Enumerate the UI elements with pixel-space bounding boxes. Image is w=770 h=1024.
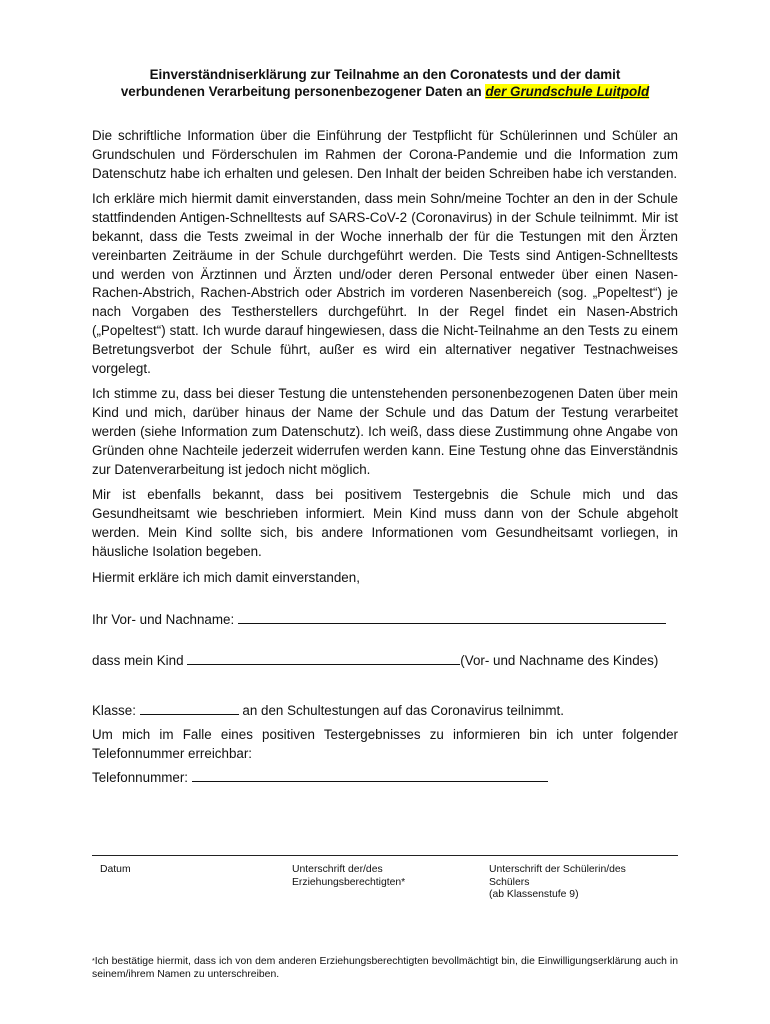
- child-name-input-line[interactable]: [187, 651, 460, 665]
- phone-field-row: [92, 768, 548, 787]
- date-label: Datum: [100, 864, 131, 875]
- phone-input-line[interactable]: [192, 768, 548, 782]
- paragraph-positive-result: Mir ist ebenfalls bekannt, dass bei positivem Testergebnis die Schule mich und das Gesundheitsamt wie beschrieben informiert. Mein Kind muss dann von der Schule abgeholt werden. Mein Kind sollte sich, bis andere Informationen vom Gesundheitsamt vorliegen, in häusliche Isolation begeben.: [92, 487, 678, 559]
- signature-date-caption: [100, 864, 131, 877]
- parent-name-field-row: [92, 610, 666, 629]
- footnote: [92, 955, 678, 981]
- parent-name-label: Ihr Vor- und Nachname:: [92, 612, 235, 627]
- footnote-text: Ich bestätige hiermit, dass ich von dem anderen Erziehungsberechtigten bevollmächtigt bin, die Einwilligungserklärung auch in seinem/ihrem Namen zu unterschreiben.: [92, 956, 678, 980]
- footnote-marker: *: [92, 958, 95, 965]
- class-field-row: [92, 701, 564, 720]
- child-name-hint: (Vor- und Nachname des Kindes): [460, 653, 659, 668]
- consent-body: [92, 127, 678, 594]
- signature-line[interactable]: [92, 855, 678, 856]
- student-label-line-2: Schülers: [489, 876, 530, 888]
- class-input-line[interactable]: [140, 701, 239, 715]
- child-name-label: dass mein Kind: [92, 653, 184, 668]
- child-name-field-row: [92, 651, 658, 670]
- paragraph-information-received: Die schriftliche Information über die Einführung der Testpflicht für Schülerinnen und Schüler an Grundschulen und Förderschulen im Rahmen der Corona-Pandemie und die Information zum Datenschutz habe ich erhalten und gelesen. Den Inhalt der beiden Schreiben habe ich verstanden.: [92, 128, 678, 181]
- student-label-line-3: (ab Klassenstufe 9): [489, 889, 579, 900]
- guardian-label-line-2: Erziehungsberechtigten*: [292, 876, 406, 888]
- guardian-label-line-1: Unterschrift der/des: [292, 864, 383, 875]
- paragraph-consent-testing: Ich erkläre mich hiermit damit einverstanden, dass mein Sohn/meine Tochter an den in der Schule stattfindenden Antigen-Schnelltests auf SARS-CoV-2 (Coronavirus) in der Schule teilnimmt. Mir ist bekannt, dass die Tests zweimal in der Woche innerhalb der für die Testungen mit den Ärzten vereinbarten Zeiträume in der Schule durchgeführt werden. Die Tests sind Antigen-Schnelltests und werden von Ärztinnen und Ärzten und/oder deren Personal entweder über einen Nasen-Rachen-Abstrich, Rachen-Abstrich oder Abstrich im vorderen Nasenbereich (sog. „Popeltest“) je nach Vorgaben des Testherstellers durchgeführt. In der Regel findet ein Nasen-Abstrich („Popeltest“) statt. Ich wurde darauf hingewiesen, dass die Nicht-Teilnahme an den Tests zu einem Betretungsverbot der Schule führt, außer es wird ein alternativer negativer Testnachweises vorgelegt.: [92, 191, 678, 376]
- parent-name-input-line[interactable]: [238, 610, 666, 624]
- signature-student-caption: [489, 864, 626, 902]
- student-label-line-1: Unterschrift der Schülerin/des: [489, 864, 626, 875]
- contact-paragraph: Um mich im Falle eines positiven Testergebnisses zu informieren bin ich unter folgender Telefonnummer erreichbar:: [92, 727, 678, 761]
- signature-guardian-caption: [292, 864, 405, 889]
- class-label: Klasse:: [92, 703, 136, 718]
- school-name-highlight: der Grundschule Luitpold: [485, 84, 650, 99]
- class-suffix-text: an den Schultestungen auf das Coronavirus teilnimmt.: [242, 703, 564, 718]
- title-line-1: Einverständniserklärung zur Teilnahme an den Coronatests und der damit: [149, 67, 621, 82]
- paragraph-data-processing: Ich stimme zu, dass bei dieser Testung die untenstehenden personenbezogenen Daten über mein Kind und mich, darüber hinaus der Name der Schule und das Datum der Testung verarbeitet werden (siehe Information zum Datenschutz). Ich weiß, dass diese Zustimmung ohne Angabe von Gründen ohne Nachteile jederzeit widerrufen werden kann. Eine Testung ohne das Einverständnis zur Datenverarbeitung ist jedoch nicht möglich.: [92, 386, 678, 477]
- paragraph-declaration: Hiermit erkläre ich mich damit einverstanden,: [92, 569, 360, 585]
- document-title: [92, 66, 678, 100]
- title-line-2: verbundenen Verarbeitung personenbezogener Daten an: [120, 84, 486, 99]
- phone-label: Telefonnummer:: [92, 770, 189, 785]
